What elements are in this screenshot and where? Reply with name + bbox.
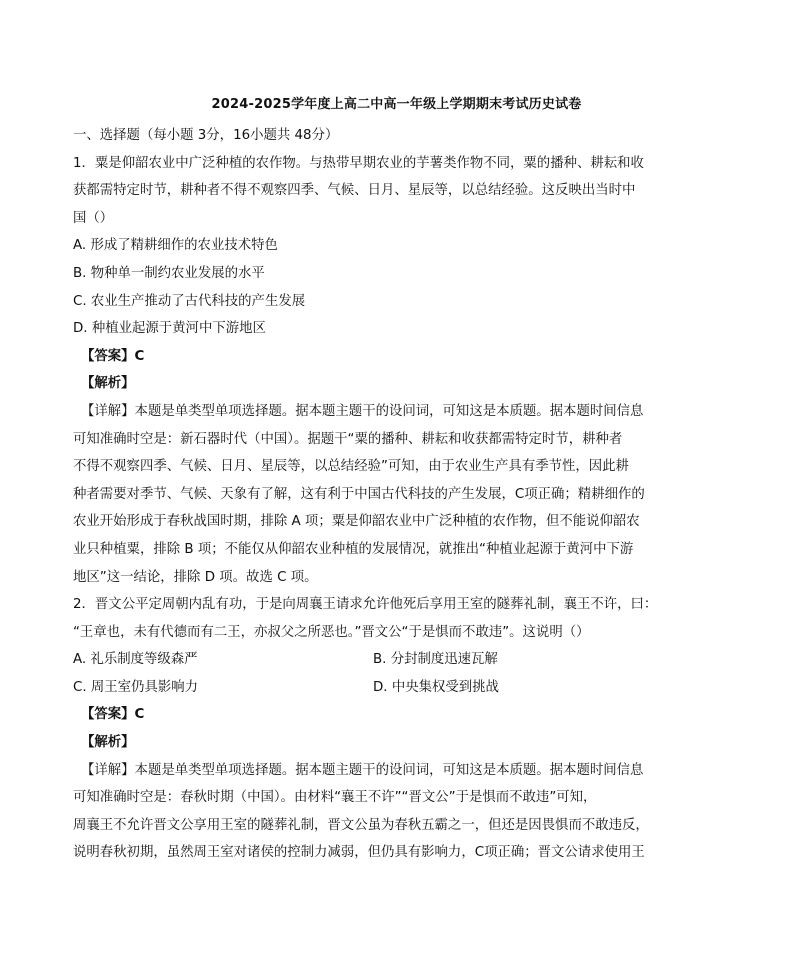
section-heading: 一、选择题（每小题 3分，16小题共 48分） [73,128,339,143]
q1-detail-line: 种者需要对季节、气候、天象有了解，这有利于中国古代科技的产生发展，C项正确；精耕细作的 [73,486,645,502]
q1-option-c: C. 农业生产推动了古代科技的产生发展 [73,293,306,309]
q2-options-row [73,646,673,674]
q1-option-a: A. 形成了精耕细作的农业技术特色 [73,238,278,254]
q2-options-row [73,674,673,702]
q1-detail-line: 【详解】本题是单类型单项选择题。据本题主题干的设问词，可知这是本质题。据本题时间信息 [81,403,644,419]
q2-detail-line: 说明春秋初期，虽然周王室对诸侯的控制力减弱，但仍具有影响力，C项正确；晋文公请求使用王 [73,845,645,861]
q1-option-d: D. 种植业起源于黄河中下游地区 [73,321,266,337]
q1-answer: 【答案】C [81,348,145,364]
q1-stem-line: 国（） [73,210,114,226]
q2-analysis-label: 【解析】 [81,735,135,751]
q2-detail-line: 【详解】本题是单类型单项选择题。据本题主题干的设问词，可知这是本质题。据本题时间信息 [81,762,644,778]
q2-option-a: A. 礼乐制度等级森严 [73,652,198,668]
q2-option-b: B. 分封制度迅速瓦解 [373,652,498,668]
q1-detail-line: 地区”这一结论，排除 D 项。故选 C 项。 [73,569,318,585]
q2-option-c: C. 周王室仍具影响力 [73,679,198,695]
exam-title: 2024-2025学年度上高二中高一年级上学期期末考试历史试卷 [211,97,582,112]
q2-stem-line: “王章也，未有代德而有二王，亦叔父之所恶也。”晋文公“于是惧而不敢违”。这说明（） [73,624,590,640]
q2-detail-line: 可知准确时空是：春秋时期（中国）。由材料“襄王不许”“晋文公”于是惧而不敢违”可知， [73,790,597,806]
question-1 [73,150,673,592]
q1-detail-line: 农业开始形成于春秋战国时期，排除 A 项；粟是仰韶农业中广泛种植的农作物，但不能说仰韶农 [73,514,640,530]
q1-detail-line: 业只种植粟，排除 B 项；不能仅从仰韶农业种植的发展情况，就推出“种植业起源于黄河中下游 [73,541,634,557]
q2-option-d: D. 中央集权受到挑战 [373,679,499,695]
question-2 [73,591,673,867]
q1-option-b: B. 物种单一制约农业发展的水平 [73,265,265,281]
q1-detail-line: 可知准确时空是：新石器时代（中国）。据题干“粟的播种、耕耘和收获都需特定时节，耕种者 [73,431,623,447]
q2-stem-line: 2．晋文公平定周朝内乱有功，于是向周襄王请求允许他死后享用王室的隧葬礼制，襄王不许，曰： [73,597,658,613]
q1-stem-line: 获都需特定时节，耕种者不得不观察四季、气候、日月、星辰等，以总结经验。这反映出当时中 [73,183,636,199]
q2-answer: 【答案】C [81,707,145,723]
q1-detail-line: 不得不观察四季、气候、日月、星辰等，以总结经验”可知，由于农业生产具有季节性，因此耕 [73,459,629,475]
q2-detail-line: 周襄王不允许晋文公享用王室的隧葬礼制，晋文公虽为春秋五霸之一，但还是因畏惧而不敢违反， [73,817,649,833]
q1-analysis-label: 【解析】 [81,376,135,392]
exam-content [73,122,673,867]
q1-stem-line: 1．粟是仰韶农业中广泛种植的农作物。与热带早期农业的芋薯类作物不同，粟的播种、耕耘和收 [73,155,644,171]
